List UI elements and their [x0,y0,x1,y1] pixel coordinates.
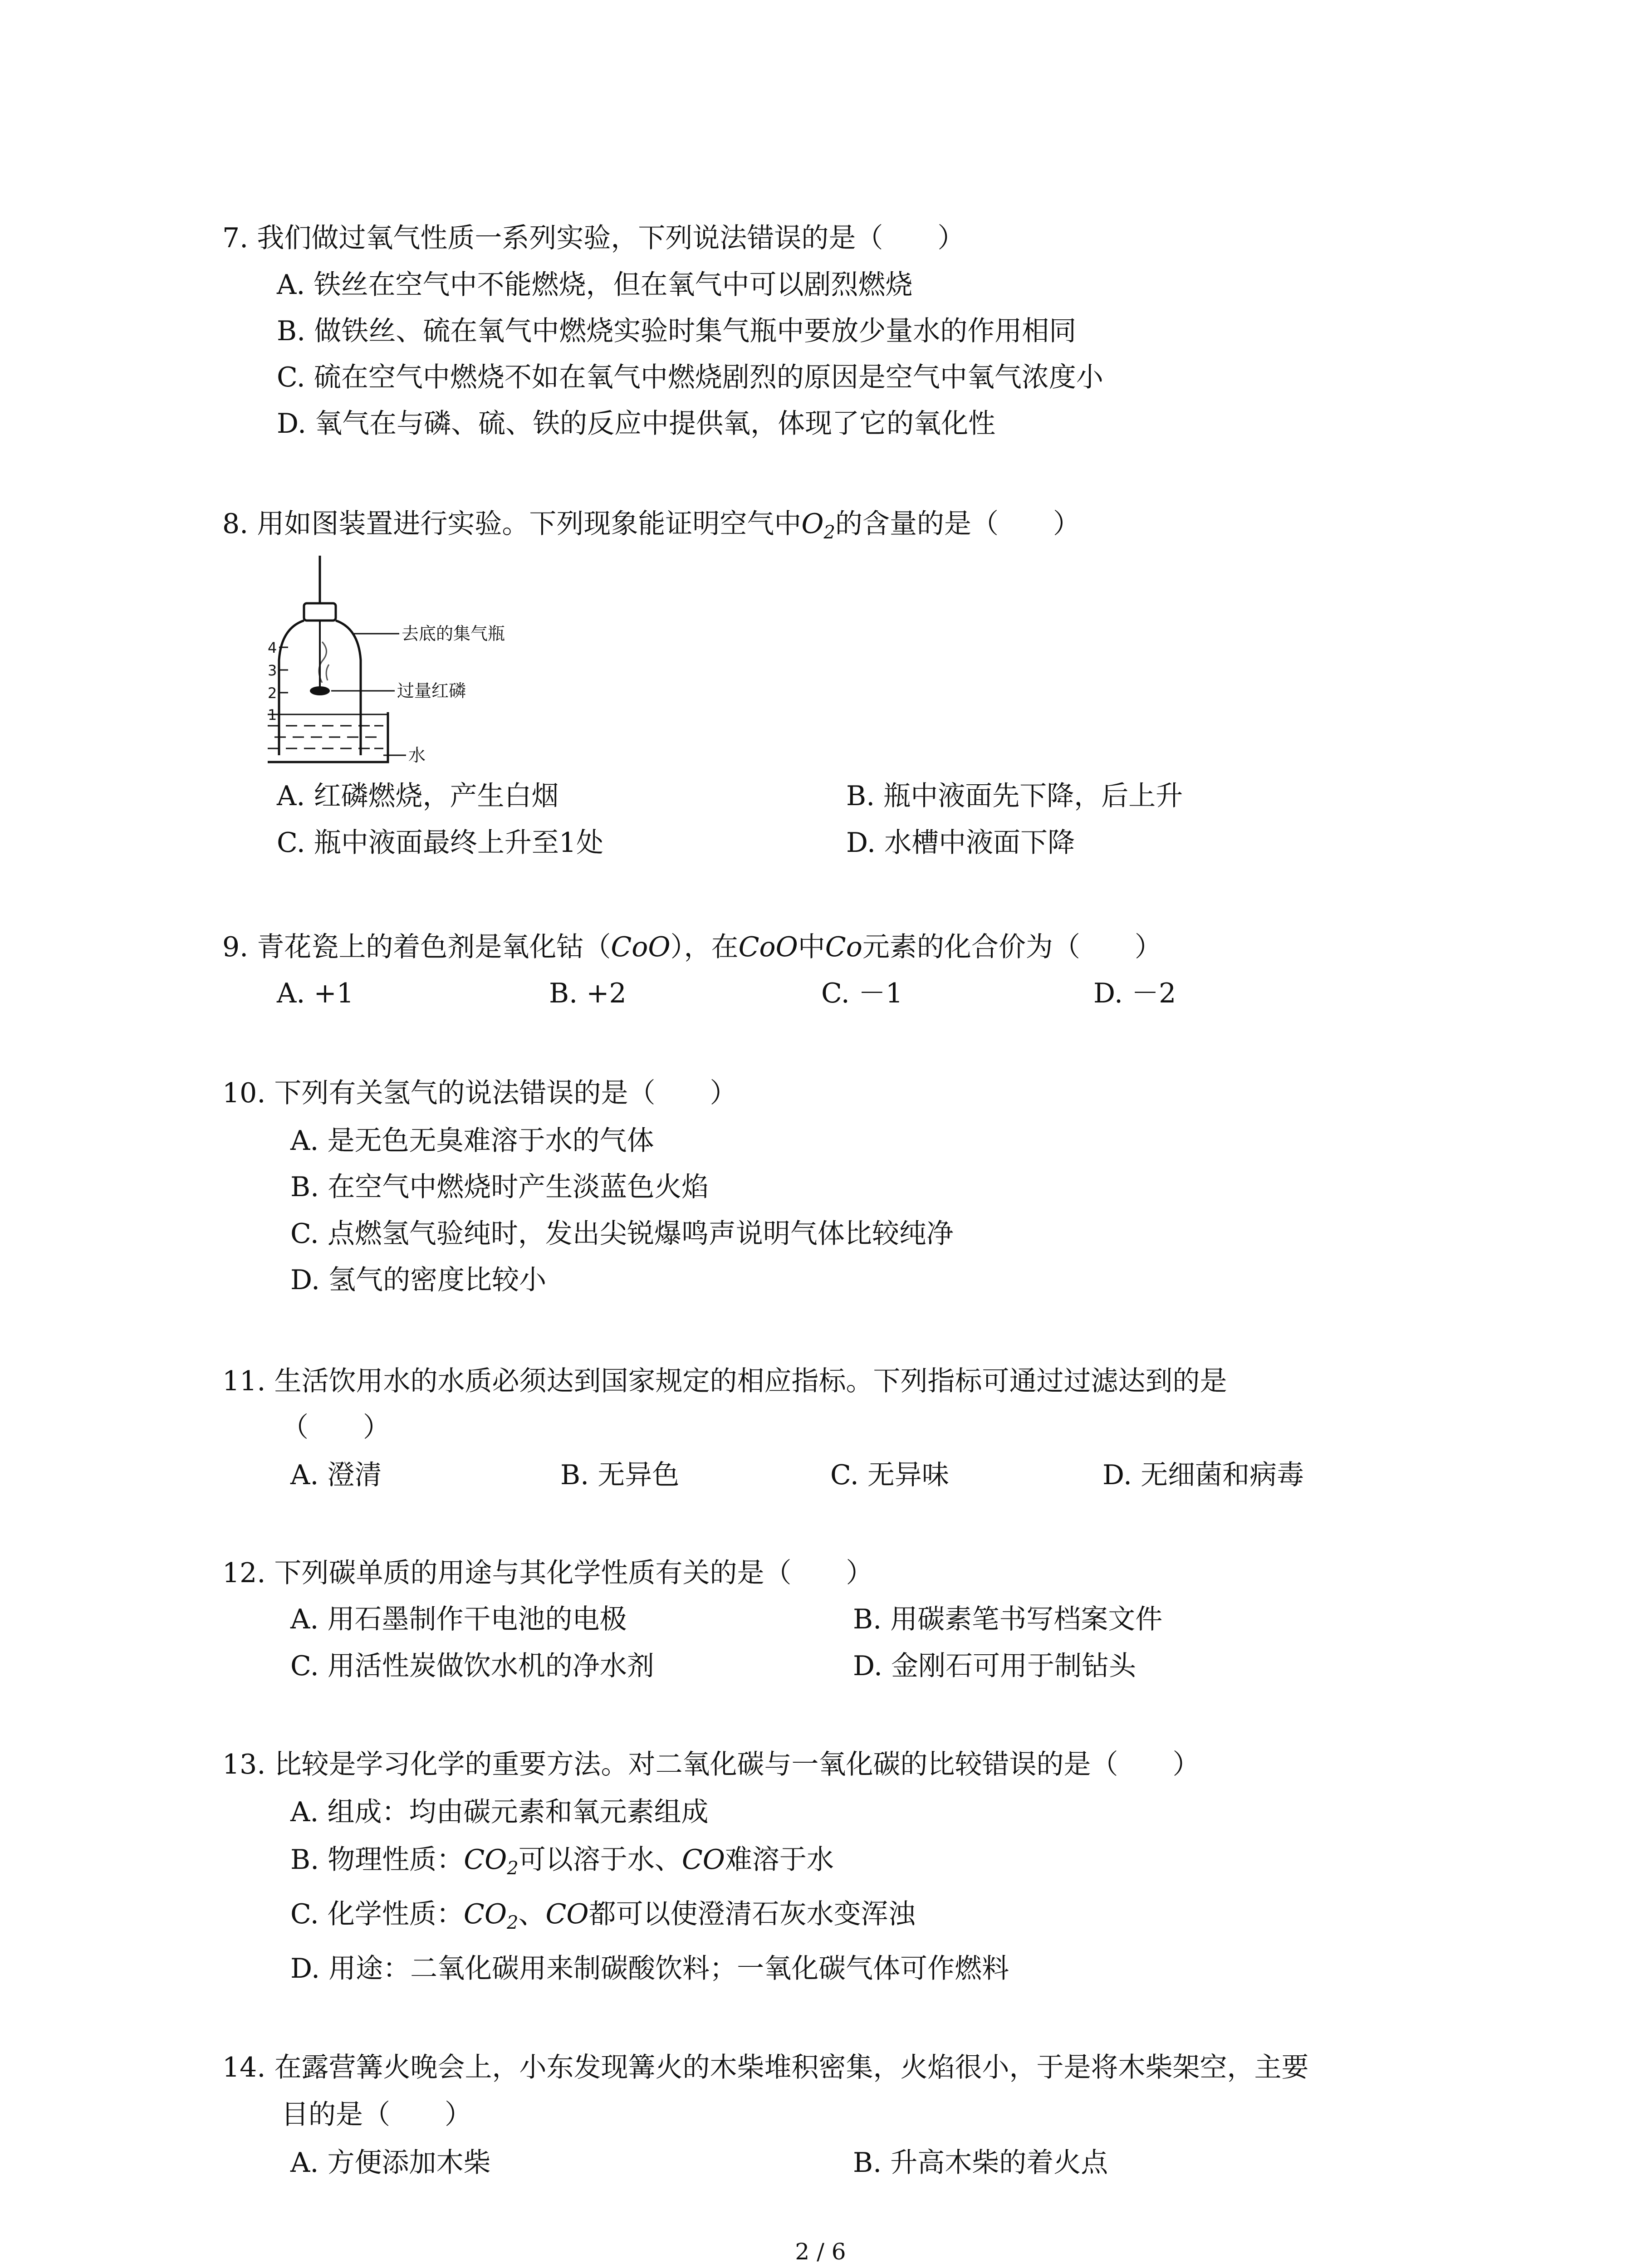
question-7-option-c[interactable]: C. 硫在空气中燃烧不如在氧气中燃烧剧烈的原因是空气中氧气浓度小 [277,362,1103,393]
question-13-option-d[interactable]: D. 用途：二氧化碳用来制碳酸饮料；一氧化碳气体可作燃料 [290,1953,1009,1984]
formula-coo-2: CoO [738,931,798,963]
question-10-option-a[interactable]: A. 是无色无臭难溶于水的气体 [290,1125,654,1157]
svg-text:1: 1 [268,706,277,723]
formula-co2: $CO_2$ [464,1844,519,1879]
question-8-stem-text: 8. 用如图装置进行实验。下列现象能证明空气中 [222,508,802,540]
experiment-apparatus-figure [268,556,585,775]
question-14-option-a[interactable]: A. 方便添加木柴 [290,2147,491,2179]
question-13-option-a[interactable]: A. 组成：均由碳元素和氧元素组成 [290,1796,709,1828]
question-8-option-b[interactable]: B. 瓶中液面先下降，后上升 [846,780,1183,812]
question-7-stem: 7. 我们做过氧气性质一系列实验，下列说法错误的是（ ） [222,222,965,254]
question-7-option-d[interactable]: D. 氧气在与磷、硫、铁的反应中提供氧，体现了它的氧化性 [277,408,996,440]
question-12-option-a[interactable]: A. 用石墨制作干电池的电极 [290,1603,627,1635]
question-7-option-a[interactable]: A. 铁丝在空气中不能燃烧，但在氧气中可以剧烈燃烧 [277,269,913,301]
question-14-stem: 14. 在露营篝火晚会上，小东发现篝火的木柴堆积密集，火焰很小，于是将木柴架空，主要 [222,2052,1309,2083]
question-8-option-c[interactable]: C. 瓶中液面最终上升至1处 [277,827,604,859]
question-11-option-b[interactable]: B. 无异色 [560,1459,680,1491]
question-9-stem: 9. 青花瓷上的着色剂是氧化钴（CoO），在CoO中Co元素的化合价为（ ） [222,931,1162,963]
question-11-stem: 11. 生活饮用水的水质必须达到国家规定的相应指标。下列指标可通过过滤达到的是 [222,1365,1227,1397]
page-number: 2 / 6 [795,2239,846,2265]
question-12-option-d[interactable]: D. 金刚石可用于制钻头 [853,1650,1136,1682]
formula-co-c: CO [545,1898,589,1930]
svg-text:去底的集气瓶: 去底的集气瓶 [402,624,505,644]
question-14-stem-line2: 目的是（ ） [281,2099,472,2131]
question-10-stem: 10. 下列有关氢气的说法错误的是（ ） [222,1077,737,1109]
question-12-stem: 12. 下列碳单质的用途与其化学性质有关的是（ ） [222,1557,873,1589]
question-10-option-c[interactable]: C. 点燃氢气验纯时，发出尖锐爆鸣声说明气体比较纯净 [290,1218,954,1250]
svg-text:2: 2 [268,684,277,702]
formula-co-element: Co [825,931,862,963]
question-11-option-c[interactable]: C. 无异味 [830,1459,949,1491]
question-11-option-a[interactable]: A. 澄清 [290,1459,382,1491]
formula-coo: CoO [611,931,671,963]
question-8-option-d[interactable]: D. 水槽中液面下降 [846,827,1075,859]
question-10-option-d[interactable]: D. 氢气的密度比较小 [290,1264,547,1296]
question-9-option-c[interactable]: C. －1 [821,978,903,1009]
svg-text:水: 水 [408,745,426,765]
question-7-option-b[interactable]: B. 做铁丝、硫在氧气中燃烧实验时集气瓶中要放少量水的作用相同 [277,315,1077,347]
formula-co2-c: $CO_2$ [463,1898,519,1933]
question-10-option-b[interactable]: B. 在空气中燃烧时产生淡蓝色火焰 [290,1171,709,1203]
question-8-stem [222,508,1080,543]
apparatus-diagram [268,556,585,773]
question-8-stem-text-end: 的含量的是（ ） [835,508,1080,540]
question-13-option-c[interactable]: C. 化学性质：$CO_2$、CO都可以使澄清石灰水变浑浊 [290,1898,916,1933]
question-12-option-b[interactable]: B. 用碳素笔书写档案文件 [853,1603,1163,1635]
question-9-option-d[interactable]: D. －2 [1093,978,1176,1009]
question-14-option-b[interactable]: B. 升高木柴的着火点 [853,2147,1108,2179]
formula-o2: $O_2$ [801,508,835,543]
svg-text:过量红磷: 过量红磷 [397,681,466,701]
question-13-stem: 13. 比较是学习化学的重要方法。对二氧化碳与一氧化碳的比较错误的是（ ） [222,1749,1200,1780]
question-8-option-a[interactable]: A. 红磷燃烧，产生白烟 [277,780,559,812]
question-9-option-a[interactable]: A. +1 [277,978,354,1009]
svg-text:4: 4 [268,639,277,656]
formula-co: CO [681,1844,725,1876]
question-11-stem-bracket: （ ） [281,1412,390,1443]
svg-text:3: 3 [268,662,277,679]
question-11-option-d[interactable]: D. 无细菌和病毒 [1102,1459,1304,1491]
question-9-option-b[interactable]: B. +2 [549,978,627,1009]
question-13-option-b[interactable]: B. 物理性质：$CO_2$可以溶于水、CO难溶于水 [290,1844,834,1879]
question-12-option-c[interactable]: C. 用活性炭做饮水机的净水剂 [290,1650,654,1682]
